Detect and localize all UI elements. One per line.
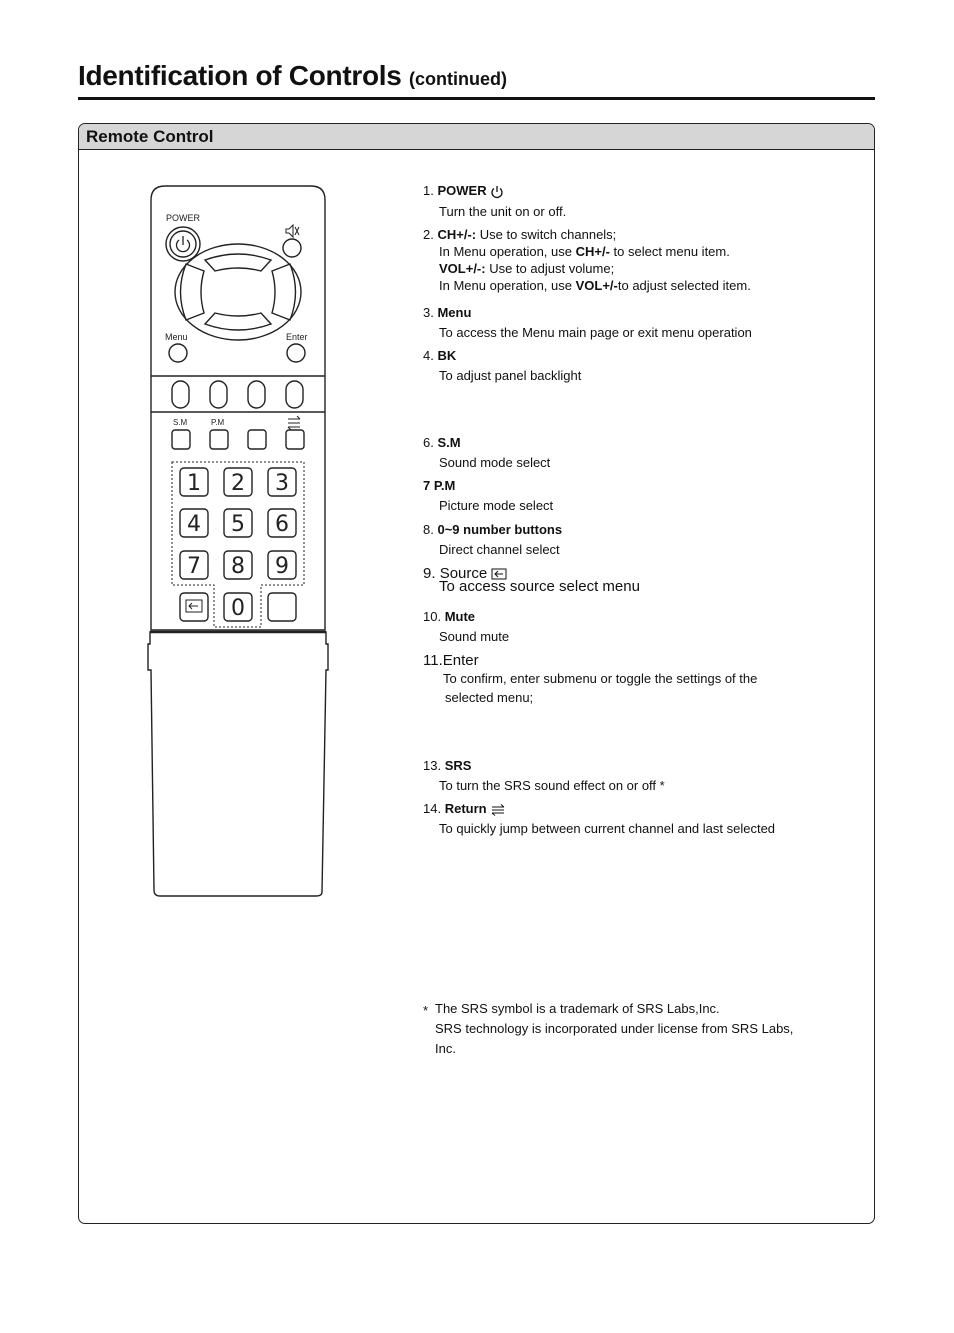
digit-key: 3 bbox=[275, 471, 289, 496]
digit-key: 6 bbox=[275, 512, 289, 537]
item-ch-vol: 2. CH+/-: Use to switch channels; In Menu operation, use CH+/- to select menu item. VOL+/-: Use to adjust volume; In Menu operation, use VOL+/-to adjust selected item. bbox=[423, 227, 751, 293]
sm-button bbox=[172, 430, 190, 449]
item-number-buttons: 8. 0~9 number buttons Direct channel select bbox=[423, 522, 563, 557]
item-bk: 4. BK To adjust panel backlight bbox=[423, 348, 582, 383]
digit-key: 5 bbox=[231, 512, 245, 537]
srs-footnote bbox=[423, 999, 793, 1059]
remote-cover bbox=[148, 632, 328, 896]
function-button bbox=[286, 381, 303, 408]
return-button bbox=[286, 430, 304, 449]
title-continued: (continued) bbox=[409, 69, 507, 89]
power-icon bbox=[490, 185, 504, 199]
menu-label: Menu bbox=[165, 332, 188, 342]
srs-button bbox=[248, 430, 266, 449]
footnote-line: SRS technology is incorporated under license from SRS Labs, bbox=[435, 1021, 794, 1036]
pm-button bbox=[210, 430, 228, 449]
digit-key: 1 bbox=[187, 471, 201, 496]
nav-right-button bbox=[272, 264, 296, 320]
function-button bbox=[248, 381, 265, 408]
function-button bbox=[210, 381, 227, 408]
section-header: Remote Control bbox=[79, 124, 874, 150]
footnote-line: The SRS symbol is a trademark of SRS Labs,Inc. bbox=[435, 1001, 720, 1016]
digit-key: 7 bbox=[187, 554, 201, 579]
digit-key: 4 bbox=[187, 512, 201, 537]
enter-label: Enter bbox=[286, 332, 308, 342]
mute-button bbox=[283, 239, 301, 257]
digit-key: 8 bbox=[231, 554, 245, 579]
return-icon bbox=[490, 804, 506, 816]
item-srs: 13. SRS To turn the SRS sound effect on or off * bbox=[423, 758, 665, 793]
function-button bbox=[172, 381, 189, 408]
power-label: POWER bbox=[166, 213, 201, 223]
mute-icon bbox=[286, 225, 299, 237]
source-button bbox=[180, 593, 208, 621]
footnote-star: * bbox=[423, 1003, 429, 1018]
sm-label: S.M bbox=[173, 418, 188, 427]
menu-button bbox=[169, 344, 187, 362]
item-enter: 11.Enter To confirm, enter submenu or toggle the settings of the selected menu; bbox=[423, 652, 758, 705]
item-menu: 3. Menu To access the Menu main page or exit menu operation bbox=[423, 305, 752, 340]
power-icon bbox=[177, 236, 190, 252]
item-pm: 7 P.M Picture mode select bbox=[423, 478, 554, 513]
nav-left-button bbox=[181, 264, 205, 320]
digit-key: 9 bbox=[275, 554, 289, 579]
pm-label: P.M bbox=[211, 418, 225, 427]
item-source: 9. Source To access source select menu bbox=[423, 565, 640, 595]
nav-up-button bbox=[205, 254, 271, 271]
nav-pad bbox=[175, 244, 301, 340]
enter-button bbox=[287, 344, 305, 362]
item-mute: 10. Mute Sound mute bbox=[423, 609, 510, 644]
digit-key: 0 bbox=[231, 596, 245, 621]
digit-key: 2 bbox=[231, 471, 245, 496]
blank-button bbox=[268, 593, 296, 621]
nav-down-button bbox=[205, 313, 271, 330]
item-sm: 6. S.M Sound mode select bbox=[423, 435, 551, 470]
item-return: 14. Return To quickly jump between current channel and last selected bbox=[423, 801, 776, 836]
item-power: 1. POWER Turn the unit on or off. bbox=[423, 183, 567, 219]
footnote-line: Inc. bbox=[435, 1041, 456, 1056]
title-text: Identification of Controls bbox=[78, 60, 402, 91]
